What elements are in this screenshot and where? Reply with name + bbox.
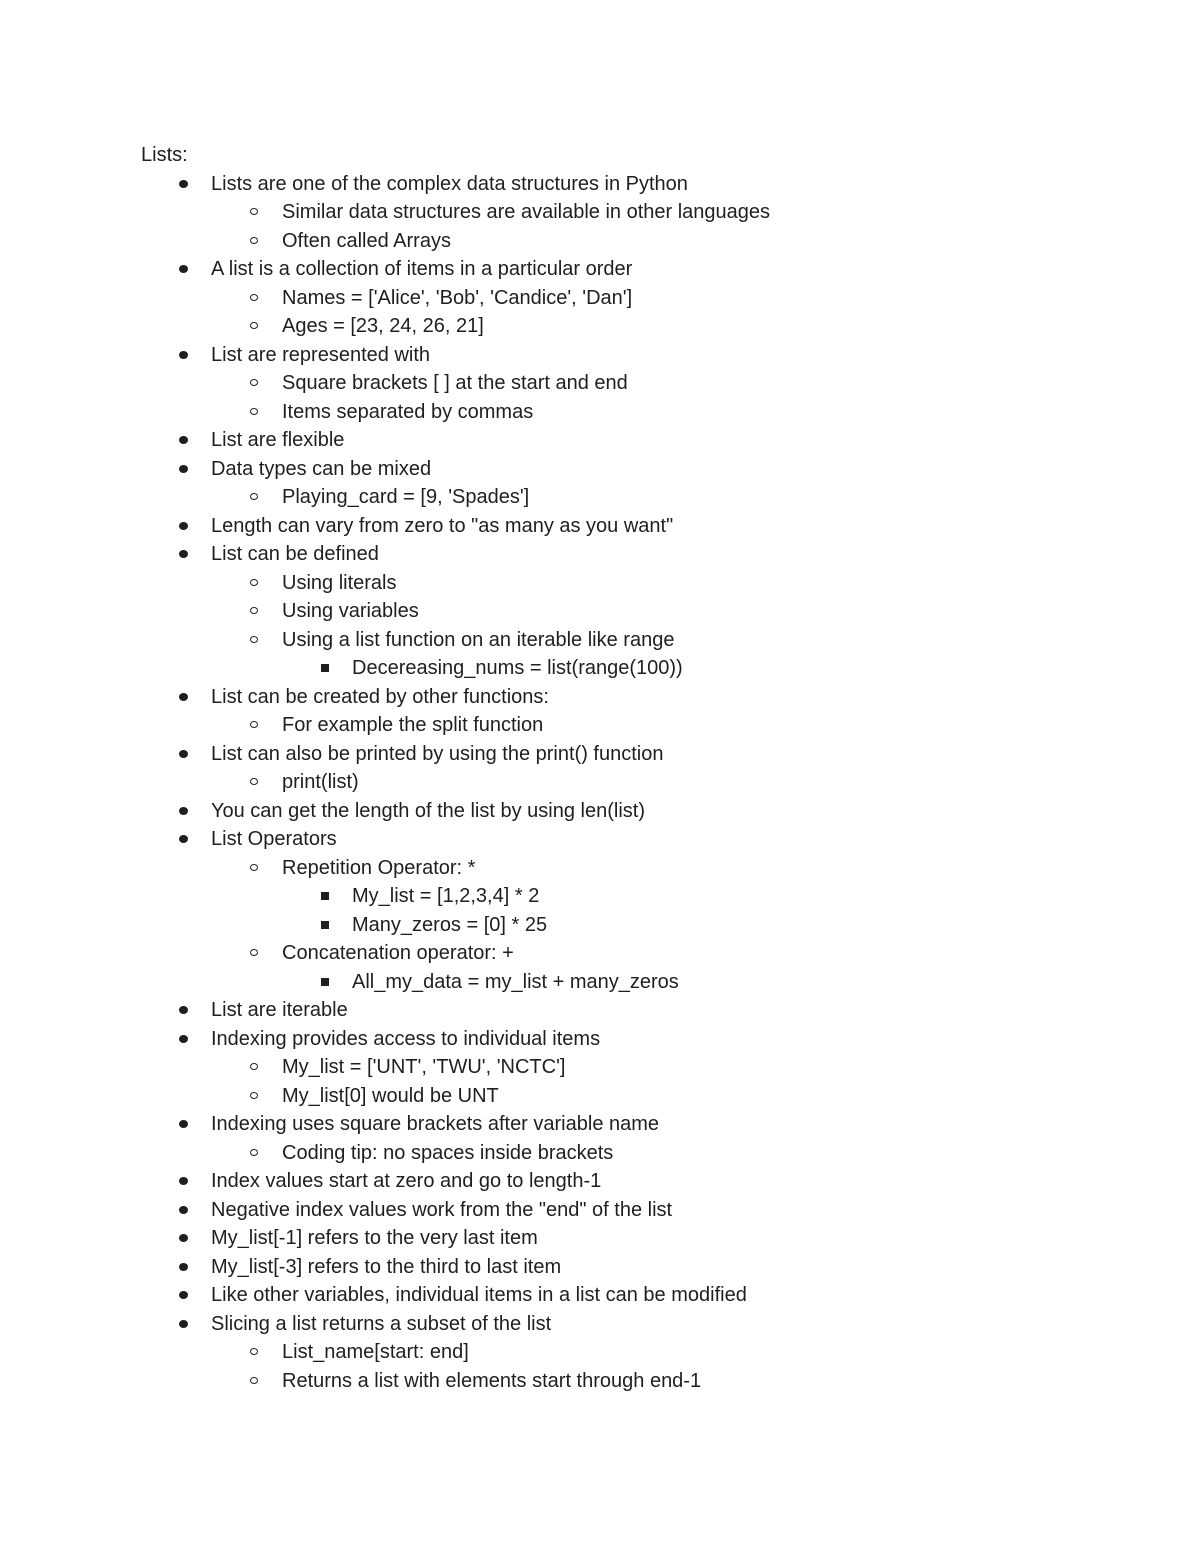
list-item-text: Negative index values work from the "end" of the list (211, 1198, 673, 1221)
bullet-list (141, 170, 1041, 1396)
list-item-text: List are represented with (211, 343, 431, 366)
list-item-text: Data types can be mixed (211, 457, 432, 480)
hollow-circle-bullet-icon (250, 1377, 258, 1384)
hollow-circle-bullet-icon (250, 322, 258, 329)
filled-circle-bullet-icon (179, 1035, 188, 1043)
list-item-bullet (141, 797, 1041, 826)
hollow-circle-bullet-icon (250, 1092, 258, 1099)
list-item-bullet (141, 1167, 1041, 1196)
list-item-sub-bullet (141, 1139, 1041, 1168)
list-item-text: My_list[0] would be UNT (282, 1084, 499, 1107)
filled-square-bullet-icon (321, 664, 329, 672)
list-item-text: Repetition Operator: * (282, 856, 476, 879)
list-item-bullet (141, 512, 1041, 541)
filled-circle-bullet-icon (179, 265, 188, 273)
list-item-sub-bullet (141, 569, 1041, 598)
list-item-bullet (141, 1025, 1041, 1054)
list-item-text: Many_zeros = [0] * 25 (352, 913, 548, 936)
list-item-sub-bullet (141, 284, 1041, 313)
list-item-text: My_list[-3] refers to the third to last item (211, 1255, 562, 1278)
list-item-sub-bullet (141, 1367, 1041, 1396)
filled-circle-bullet-icon (179, 807, 188, 815)
filled-square-bullet-icon (321, 921, 329, 929)
list-item-text: Coding tip: no spaces inside brackets (282, 1141, 614, 1164)
list-item-bullet (141, 996, 1041, 1025)
list-item-text: List can also be printed by using the print() function (211, 742, 664, 765)
list-item-text: Slicing a list returns a subset of the list (211, 1312, 552, 1335)
list-item-text: List can be defined (211, 543, 379, 565)
list-item-sub-bullet (141, 312, 1041, 341)
list-item-text: Concatenation operator: + (282, 942, 514, 964)
hollow-circle-bullet-icon (250, 607, 258, 614)
list-item-bullet (141, 825, 1041, 854)
list-item-text: Length can vary from zero to "as many as you want" (211, 514, 674, 537)
list-item-text: My_list = ['UNT', 'TWU', 'NCTC'] (282, 1056, 566, 1078)
list-item-bullet (141, 1281, 1041, 1310)
filled-square-bullet-icon (321, 892, 329, 900)
hollow-circle-bullet-icon (250, 1348, 258, 1355)
hollow-circle-bullet-icon (250, 208, 258, 215)
list-item-bullet (141, 540, 1041, 569)
list-item-sub-bullet (141, 1338, 1041, 1367)
filled-circle-bullet-icon (179, 1291, 188, 1299)
list-item-text: Returns a list with elements start through end-1 (282, 1369, 702, 1392)
list-item-sub-sub-bullet (141, 654, 1041, 683)
hollow-circle-bullet-icon (250, 294, 258, 301)
filled-circle-bullet-icon (179, 465, 188, 473)
filled-circle-bullet-icon (179, 750, 188, 758)
list-item-sub-bullet (141, 768, 1041, 797)
list-item-sub-sub-bullet (141, 968, 1041, 997)
list-item-text: Playing_card = [9, 'Spades'] (282, 486, 530, 508)
list-item-sub-bullet (141, 369, 1041, 398)
list-item-text: List can be created by other functions: (211, 685, 549, 708)
list-item-sub-bullet (141, 939, 1041, 968)
filled-circle-bullet-icon (179, 1006, 188, 1014)
list-item-bullet (141, 341, 1041, 370)
list-item-bullet (141, 255, 1041, 284)
filled-circle-bullet-icon (179, 1320, 188, 1328)
hollow-circle-bullet-icon (250, 778, 258, 785)
filled-circle-bullet-icon (179, 1263, 188, 1271)
list-item-text: List are iterable (211, 999, 348, 1021)
list-item-text: A list is a collection of items in a particular order (211, 258, 633, 280)
list-item-bullet (141, 740, 1041, 769)
list-item-text: Often called Arrays (282, 229, 451, 252)
list-item-text: My_list[-1] refers to the very last item (211, 1227, 538, 1249)
list-item-text: Indexing provides access to individual items (211, 1027, 601, 1050)
hollow-circle-bullet-icon (250, 1063, 258, 1070)
list-item-bullet (141, 1110, 1041, 1139)
list-item-text: My_list = [1,2,3,4] * 2 (352, 885, 540, 907)
filled-circle-bullet-icon (179, 522, 188, 530)
list-item-text: You can get the length of the list by using len(list) (211, 799, 645, 822)
filled-circle-bullet-icon (179, 550, 188, 558)
list-item-sub-bullet (141, 398, 1041, 427)
list-item-text: Using a list function on an iterable like range (282, 628, 675, 651)
list-item-sub-bullet (141, 227, 1041, 256)
list-item-sub-sub-bullet (141, 882, 1041, 911)
list-item-text: Ages = [23, 24, 26, 21] (282, 315, 484, 337)
filled-square-bullet-icon (321, 978, 329, 986)
list-item-text: Similar data structures are available in other languages (282, 201, 771, 223)
list-item-text: For example the split function (282, 714, 544, 736)
list-item-bullet (141, 1253, 1041, 1282)
hollow-circle-bullet-icon (250, 408, 258, 415)
hollow-circle-bullet-icon (250, 237, 258, 244)
hollow-circle-bullet-icon (250, 493, 258, 500)
hollow-circle-bullet-icon (250, 721, 258, 728)
list-item-sub-bullet (141, 483, 1041, 512)
list-item-bullet (141, 1224, 1041, 1253)
list-item-text: All_my_data = my_list + many_zeros (352, 970, 679, 993)
hollow-circle-bullet-icon (250, 864, 258, 871)
filled-circle-bullet-icon (179, 180, 188, 188)
list-item-sub-bullet (141, 626, 1041, 655)
list-item-text: Like other variables, individual items in a list can be modified (211, 1284, 747, 1306)
filled-circle-bullet-icon (179, 1234, 188, 1242)
list-item-text: Using literals (282, 571, 397, 594)
list-item-sub-bullet (141, 1053, 1041, 1082)
filled-circle-bullet-icon (179, 1206, 188, 1214)
list-item-sub-bullet (141, 198, 1041, 227)
hollow-circle-bullet-icon (250, 579, 258, 586)
list-item-text: print(list) (282, 771, 359, 793)
list-item-text: List Operators (211, 828, 337, 850)
list-item-text: Decereasing_nums = list(range(100)) (352, 657, 683, 679)
hollow-circle-bullet-icon (250, 379, 258, 386)
list-item-text: Items separated by commas (282, 400, 534, 423)
list-item-bullet (141, 170, 1041, 199)
filled-circle-bullet-icon (179, 1120, 188, 1128)
document-body (141, 141, 1041, 1395)
hollow-circle-bullet-icon (250, 1149, 258, 1156)
list-item-text: Using variables (282, 600, 419, 622)
list-item-bullet (141, 426, 1041, 455)
list-item-text: Indexing uses square brackets after variable name (211, 1113, 660, 1135)
list-item-sub-sub-bullet (141, 911, 1041, 940)
filled-circle-bullet-icon (179, 436, 188, 444)
list-item-text: List_name[start: end] (282, 1341, 469, 1363)
hollow-circle-bullet-icon (250, 636, 258, 643)
list-item-text: Names = ['Alice', 'Bob', 'Candice', 'Dan'] (282, 286, 633, 309)
list-item-sub-bullet (141, 597, 1041, 626)
list-item-text: Square brackets [ ] at the start and end (282, 372, 628, 394)
filled-circle-bullet-icon (179, 351, 188, 359)
list-item-text: Index values start at zero and go to length-1 (211, 1170, 602, 1192)
list-item-text: Lists are one of the complex data structures in Python (211, 172, 688, 195)
document-heading: Lists: (141, 144, 188, 166)
filled-circle-bullet-icon (179, 835, 188, 843)
list-item-sub-bullet (141, 1082, 1041, 1111)
filled-circle-bullet-icon (179, 693, 188, 701)
list-item-sub-bullet (141, 711, 1041, 740)
list-item-bullet (141, 455, 1041, 484)
filled-circle-bullet-icon (179, 1177, 188, 1185)
hollow-circle-bullet-icon (250, 949, 258, 956)
list-item-sub-bullet (141, 854, 1041, 883)
list-item-bullet (141, 1310, 1041, 1339)
list-item-text: List are flexible (211, 429, 345, 451)
list-item-bullet (141, 1196, 1041, 1225)
list-item-bullet (141, 683, 1041, 712)
